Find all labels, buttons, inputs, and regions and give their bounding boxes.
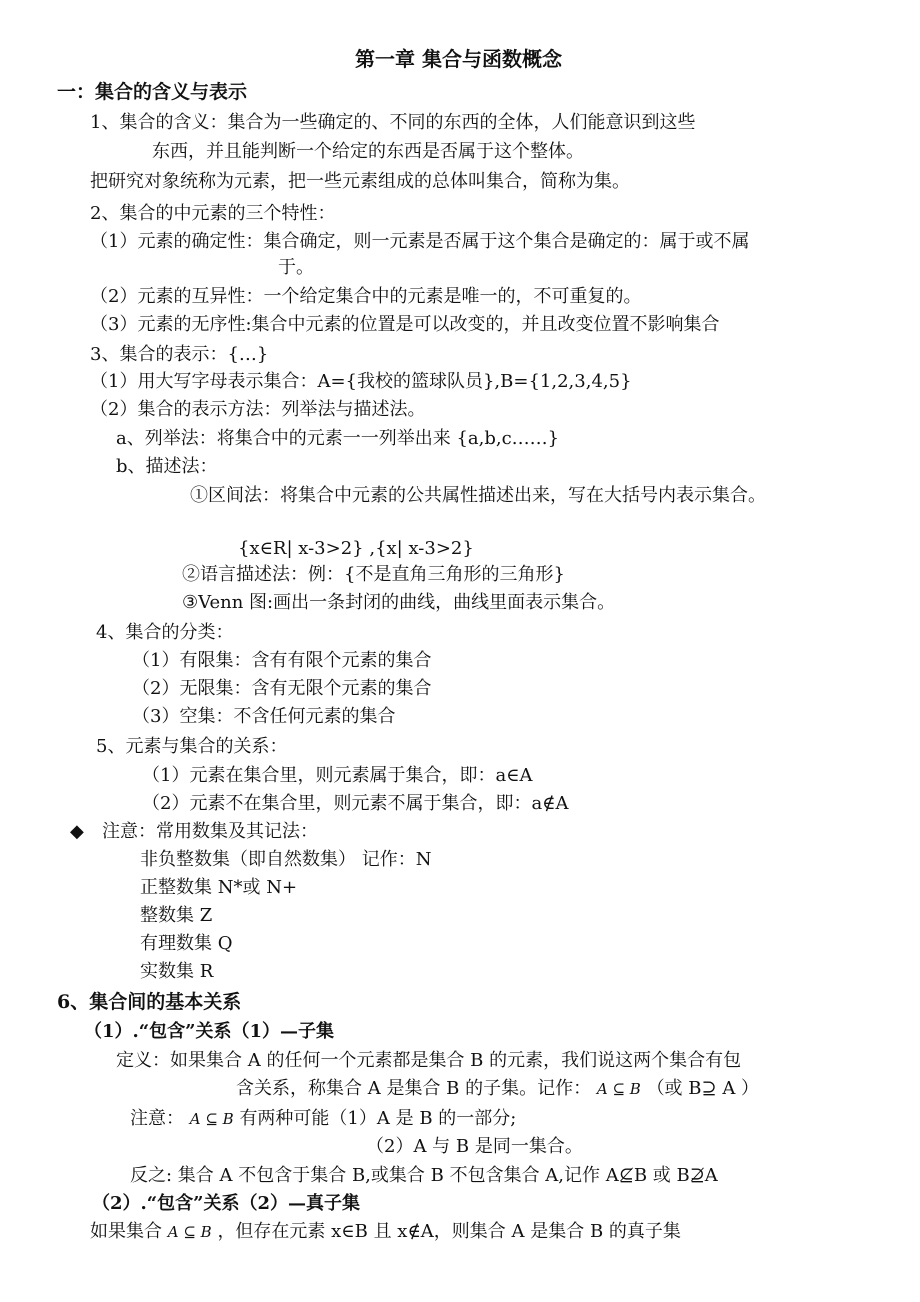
note-line bbox=[130, 1107, 516, 1131]
converse-line: 反之: 集合 A 不包含于集合 B,或集合 B 不包含集合 A,记作 A⊈B 或 B⊉A bbox=[130, 1165, 718, 1186]
definition-line: 定义：如果集合 A 的任何一个元素都是集合 B 的元素，我们说这两个集合有包 bbox=[116, 1050, 742, 1071]
subset-formula: A ⊆ B bbox=[596, 1080, 641, 1098]
list-item: ②语言描述法：例：{不是直角三角形的三角形} bbox=[182, 564, 565, 585]
number-set-item: 整数集 Z bbox=[140, 905, 213, 926]
subheading-5: 5、元素与集合的关系： bbox=[96, 736, 288, 757]
list-item: ③Venn 图:画出一条封闭的曲线，曲线里面表示集合。 bbox=[182, 592, 616, 613]
subsection-heading: （1）.“包含”关系（1）—子集 bbox=[84, 1021, 335, 1042]
number-set-item: 非负整数集（即自然数集） 记作：N bbox=[140, 849, 432, 870]
list-item: （1）元素的确定性：集合确定，则一元素是否属于这个集合是确定的：属于或不属 bbox=[90, 231, 750, 252]
list-item: （3）元素的无序性:集合中元素的位置是可以改变的，并且改变位置不影响集合 bbox=[90, 314, 720, 335]
list-item: （2）无限集：含有无限个元素的集合 bbox=[132, 678, 432, 699]
list-item-continuation: 于。 bbox=[278, 257, 314, 278]
section-heading-6: 6、集合间的基本关系 bbox=[57, 991, 242, 1013]
list-item: ①区间法：将集合中元素的公共属性描述出来，写在大括号内表示集合。 bbox=[190, 485, 766, 506]
definition-line bbox=[236, 1077, 759, 1101]
subheading-2: 2、集合的中元素的三个特性： bbox=[90, 203, 336, 224]
number-set-item: 正整数集 N*或 N+ bbox=[140, 877, 298, 898]
paragraph-line: 1、集合的含义：集合为一些确定的、不同的东西的全体，人们能意识到这些 bbox=[90, 112, 696, 133]
diamond-bullet-icon: ◆ bbox=[70, 821, 84, 842]
list-item: （2）集合的表示方法：列举法与描述法。 bbox=[90, 399, 426, 420]
list-item: （2）元素不在集合里，则元素不属于集合，即：a∉A bbox=[142, 793, 569, 814]
proper-subset-line bbox=[90, 1220, 681, 1244]
note-heading: 注意：常用数集及其记法： bbox=[102, 821, 318, 842]
subheading-3: 3、集合的表示：{…} bbox=[90, 344, 269, 365]
subheading-4: 4、集合的分类： bbox=[96, 622, 234, 643]
list-item: a、列举法：将集合中的元素一一列举出来 {a,b,c……} bbox=[116, 428, 560, 449]
paragraph-line: 东西，并且能判断一个给定的东西是否属于这个整体。 bbox=[152, 141, 584, 162]
number-set-item: 有理数集 Q bbox=[140, 933, 233, 954]
subset-formula: A ⊆ B bbox=[189, 1110, 234, 1128]
subset-formula: A ⊆ B bbox=[167, 1223, 212, 1241]
note-line: （2）A 与 B 是同一集合。 bbox=[366, 1136, 583, 1157]
definition-text: 含关系，称集合 A 是集合 B 的子集。记作： bbox=[236, 1078, 592, 1099]
set-notation-example: {x∈R| x-3>2} ,{x| x-3>2} bbox=[238, 538, 474, 559]
definition-text: （或 B⊇ A ） bbox=[646, 1078, 760, 1099]
page-title: 第一章 集合与函数概念 bbox=[355, 47, 562, 71]
note-text: 有两种可能（1）A 是 B 的一部分; bbox=[239, 1108, 517, 1129]
list-item: b、描述法： bbox=[116, 456, 218, 477]
note-label: 注意： bbox=[130, 1108, 184, 1129]
section-heading-1: 一：集合的含义与表示 bbox=[57, 81, 248, 103]
list-item: （3）空集：不含任何元素的集合 bbox=[132, 706, 396, 727]
list-item: （1）用大写字母表示集合：A={我校的篮球队员},B={1,2,3,4,5} bbox=[90, 371, 632, 392]
list-item: （1）元素在集合里，则元素属于集合，即：a∈A bbox=[142, 765, 533, 786]
paragraph-text: 如果集合 bbox=[90, 1221, 162, 1242]
paragraph-line: 把研究对象统称为元素，把一些元素组成的总体叫集合，简称为集。 bbox=[90, 171, 630, 192]
number-set-item: 实数集 R bbox=[140, 961, 214, 982]
list-item: （2）元素的互异性：一个给定集合中的元素是唯一的，不可重复的。 bbox=[90, 286, 642, 307]
paragraph-text: ，但存在元素 x∈B 且 x∉A，则集合 A 是集合 B 的真子集 bbox=[217, 1221, 681, 1242]
list-item: （1）有限集：含有有限个元素的集合 bbox=[132, 650, 432, 671]
subsection-heading: （2）.“包含”关系（2）—真子集 bbox=[92, 1193, 361, 1214]
